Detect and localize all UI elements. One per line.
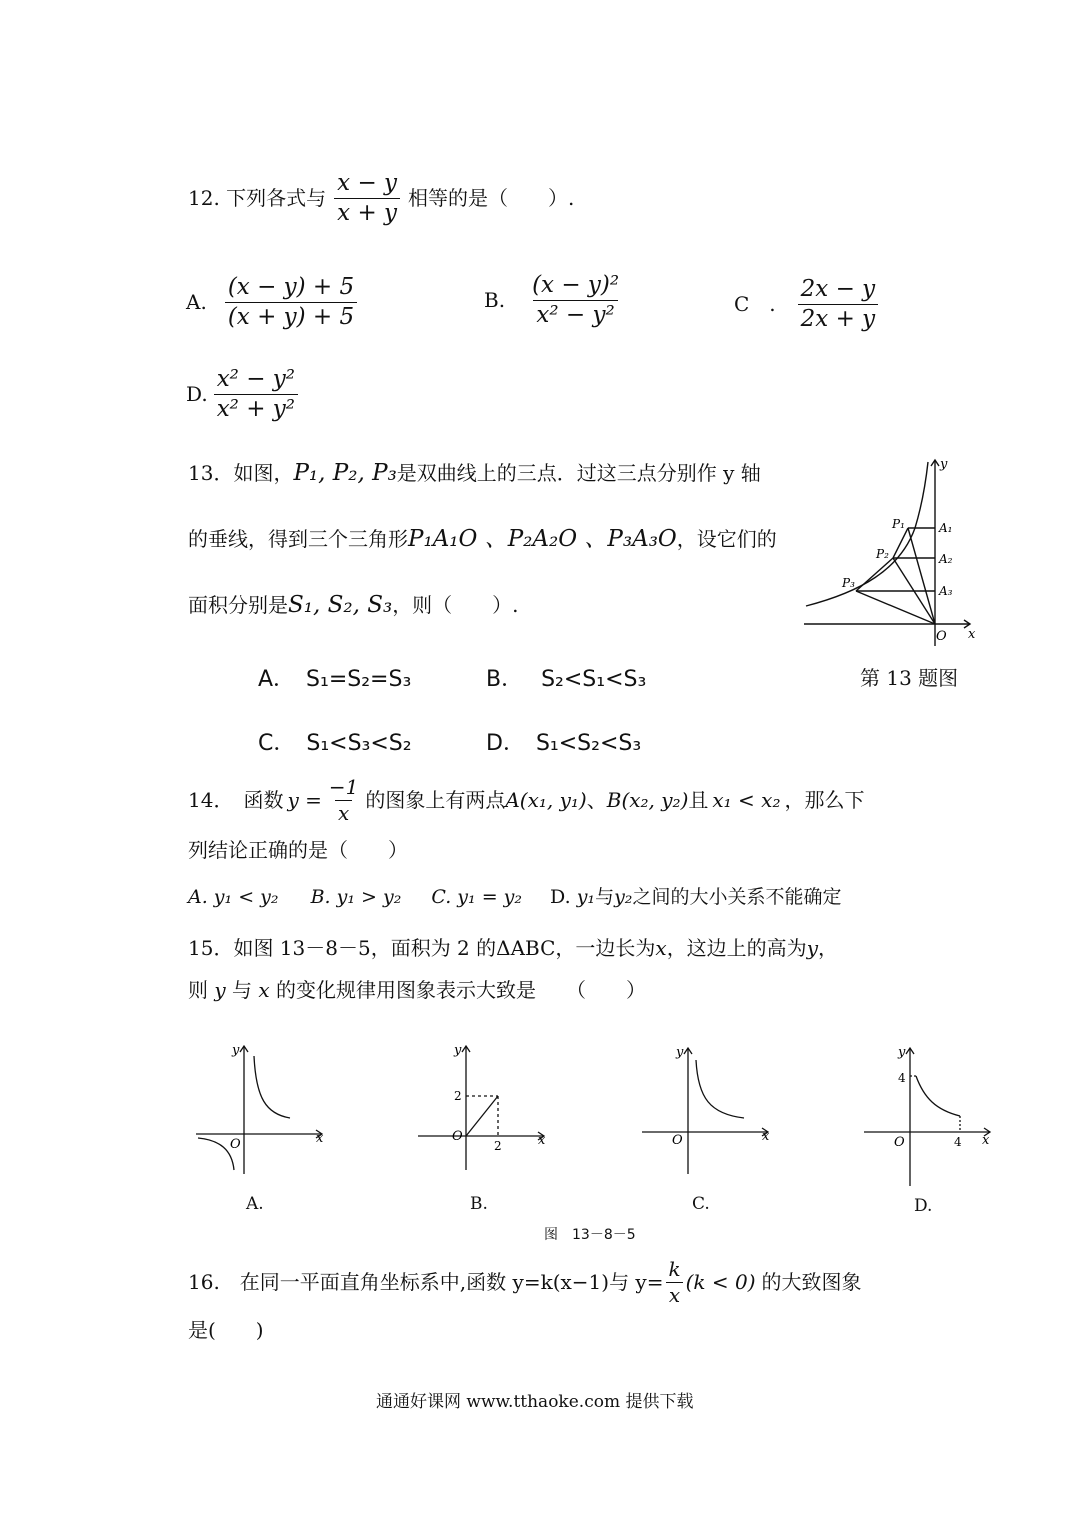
- q13-fig-label-x: x: [968, 627, 976, 642]
- q13-fig-label-a3: A₃: [939, 584, 953, 598]
- q12-stem-post: 相等的是（ ）.: [408, 186, 575, 210]
- page-footer: 通通好课网 www.tthaoke.com 提供下载: [376, 1392, 694, 1412]
- q14-point-a: A(x₁, y₁): [505, 788, 587, 812]
- q12-option-d-num: x² − y²: [216, 366, 295, 393]
- q14-point-b: B(x₂, y₂): [606, 788, 689, 812]
- q12-option-a: [186, 270, 365, 334]
- q14-sep: 、: [586, 788, 607, 812]
- q13-option-c: C． S₁<S₃<S₂: [258, 731, 412, 756]
- q15-graph-d-label-o: O: [894, 1135, 905, 1150]
- q15-graph-b: [416, 1040, 556, 1180]
- q15-line2-y: y: [214, 978, 226, 1002]
- q13-seg-p1o: [908, 528, 935, 624]
- q16-line1: [188, 1254, 862, 1310]
- q15-graph-d: [862, 1040, 998, 1190]
- q15-graph-a-curve-q3: [198, 1138, 234, 1170]
- q14-condition: x₁ < x₂: [712, 788, 781, 812]
- q12-option-d: [186, 362, 306, 426]
- q13-option-b: B． S₂<S₁<S₃: [486, 667, 647, 692]
- q12-option-c-den: 2x + y: [798, 304, 879, 331]
- q12-frac-den: x + y: [334, 198, 400, 225]
- q12-option-a-den: (x + y) + 5: [225, 302, 357, 329]
- q14-mid: 的图象上有两点: [365, 788, 506, 812]
- q12-option-c-label: C .: [734, 292, 776, 316]
- q15-line1-post: ，: [818, 936, 838, 960]
- q14-func-den: x: [335, 800, 352, 824]
- q14-option-d-mid: 与: [595, 886, 615, 908]
- q16-line2: 是( ): [188, 1318, 264, 1342]
- q12-stem: [188, 168, 574, 228]
- q16-condition: (k < 0): [685, 1270, 756, 1294]
- q13-line3-post: ，则（ ）.: [392, 593, 519, 617]
- q15-graph-d-label-y: y: [898, 1045, 906, 1060]
- q12-option-a-num: (x − y) + 5: [227, 274, 355, 301]
- q14-option-d-y1: y₁: [576, 886, 596, 908]
- q15-line2: [188, 980, 646, 1000]
- q15-var-x: x: [655, 936, 667, 960]
- q13-line3: [188, 594, 519, 617]
- q15-line2-mid: 与: [232, 978, 253, 1002]
- q12-main-fraction: [334, 171, 400, 224]
- q15-graph-a-caption: A.: [246, 1194, 264, 1214]
- q14-post: ，那么下: [784, 788, 865, 812]
- q13-fig-label-a2: A₂: [939, 552, 953, 566]
- q13-seg-p2p3: [856, 558, 893, 591]
- q15-graph-d-curve: [916, 1076, 960, 1116]
- q14-func-lhs: y =: [287, 788, 322, 812]
- q13-line1-post: 是双曲线上的三点．过这三点分别作 y 轴: [396, 461, 761, 485]
- q12-option-b-den: x² − y²: [533, 300, 617, 327]
- q12-option-c-num: 2x − y: [800, 276, 876, 303]
- q14-option-a: A. y₁ < y₂: [188, 886, 279, 908]
- q13-line2-pre: 的垂线，得到三个三角形: [188, 527, 408, 551]
- q15-graph-b-caption: B.: [470, 1194, 488, 1214]
- q12-option-c: [734, 272, 886, 336]
- q16-frac-num: k: [668, 1256, 681, 1281]
- q12-option-b-fraction: [529, 273, 622, 326]
- q15-figure-caption: 图 13－8－5: [544, 1227, 636, 1243]
- q12-option-d-label: D.: [186, 382, 208, 406]
- q13-areas: S₁, S₂, S₃: [288, 592, 393, 618]
- q13-figure-caption: 第 13 题图: [860, 666, 959, 690]
- q12-option-b-num: (x − y)²: [532, 272, 620, 299]
- q16-frac-den: x: [666, 1282, 683, 1306]
- q15-line1: [188, 938, 838, 958]
- q12-option-c-fraction: [798, 277, 879, 330]
- q15-graph-c: [640, 1040, 780, 1180]
- q12-option-a-fraction: [225, 275, 357, 328]
- q14-option-d-y2: y₂: [614, 886, 633, 908]
- q12-option-b: [484, 268, 630, 332]
- q14-pre: 14． 函数: [188, 788, 284, 812]
- q15-graph-c-label-y: y: [676, 1045, 684, 1060]
- q15-line1-pre: 15．如图 13－8－5，面积为 2 的ΔABC，一边长为: [188, 936, 656, 960]
- q14-option-b: B. y₁ > y₂: [310, 886, 402, 908]
- q14-func-fraction: [326, 774, 361, 825]
- q15-graph-b-label-x: x: [538, 1133, 546, 1148]
- q15-graph-c-caption: C.: [692, 1194, 710, 1214]
- q15-graph-a: [194, 1038, 334, 1178]
- q14-option-d-label: D.: [550, 886, 571, 908]
- q15-graph-b-line: [466, 1096, 498, 1136]
- q13-line2-post: ，设它们的: [676, 527, 777, 551]
- q15-graph-b-label-y: y: [454, 1043, 462, 1058]
- q16-pre: 16. 在同一平面直角坐标系中,函数 y=k(x−1)与 y=: [188, 1270, 664, 1294]
- q12-option-d-den: x² + y²: [214, 394, 298, 421]
- q13-fig-label-p1: P₁: [892, 517, 905, 531]
- q15-line1-mid: ，这边上的高为: [666, 936, 807, 960]
- q12-stem-pre: 12. 下列各式与: [188, 186, 327, 210]
- q15-line2-pre: 则: [188, 978, 208, 1002]
- q12-option-b-label: B.: [484, 288, 506, 312]
- q16-post: 的大致图象: [761, 1270, 862, 1294]
- q15-line2-x: x: [258, 978, 270, 1002]
- q13-hyperbola-figure: [800, 450, 990, 650]
- q12-option-d-fraction: [214, 367, 298, 420]
- q15-line2-post: 的变化规律用图象表示大致是 （ ）: [276, 978, 647, 1002]
- q13-line1: [188, 462, 761, 485]
- q15-graph-a-label-x: x: [316, 1131, 324, 1146]
- q13-fig-label-a1: A₁: [939, 521, 953, 535]
- q13-option-d: D． S₁<S₂<S₃: [486, 731, 642, 756]
- q15-graph-d-tick-y: 4: [898, 1071, 906, 1085]
- q12-frac-num: x − y: [337, 170, 398, 197]
- q13-line2: [188, 528, 777, 551]
- q14-cond-pre: 且: [688, 788, 709, 812]
- q15-graph-a-label-o: O: [230, 1137, 241, 1152]
- q15-graph-b-tick-x: 2: [494, 1139, 502, 1153]
- q15-graph-c-label-x: x: [762, 1129, 770, 1144]
- q15-graph-d-caption: D.: [914, 1196, 933, 1216]
- q12-option-a-label: A.: [186, 290, 207, 314]
- q15-graph-c-label-o: O: [672, 1133, 683, 1148]
- q13-option-a: A． S₁=S₂=S₃: [258, 667, 412, 692]
- q13-seg-p3o: [856, 591, 935, 624]
- q15-graph-c-curve: [696, 1060, 744, 1118]
- q13-fig-label-o: O: [936, 629, 947, 644]
- q15-graph-a-curve-q1: [254, 1056, 290, 1118]
- q15-graph-d-tick-x: 4: [954, 1135, 962, 1149]
- q14-line2: 列结论正确的是（ ）: [188, 838, 408, 862]
- q14-options: [188, 888, 841, 907]
- q14-line1: [188, 774, 865, 825]
- q13-fig-label-y: y: [940, 457, 948, 472]
- q14-option-d-post: 之间的大小关系不能确定: [632, 886, 842, 908]
- q15-graph-a-label-y: y: [232, 1043, 240, 1058]
- q15-graph-d-label-x: x: [982, 1133, 990, 1148]
- q13-fig-label-p2: P₂: [876, 547, 889, 561]
- q13-fig-label-p3: P₃: [842, 576, 855, 590]
- q13-line1-pre: 13．如图，: [188, 461, 294, 485]
- q15-graph-b-tick-y: 2: [454, 1089, 462, 1103]
- q13-points: P₁, P₂, P₃: [293, 460, 397, 486]
- q13-line3-pre: 面积分别是: [188, 593, 288, 617]
- q15-graph-b-label-o: O: [452, 1129, 463, 1144]
- q13-triangles: P₁A₁O 、P₂A₂O 、P₃A₃O: [408, 526, 677, 552]
- q14-option-c: C. y₁ = y₂: [431, 886, 522, 908]
- q14-func-num: −1: [328, 774, 359, 799]
- q15-var-y: y: [806, 936, 818, 960]
- q16-fraction: [665, 1256, 683, 1307]
